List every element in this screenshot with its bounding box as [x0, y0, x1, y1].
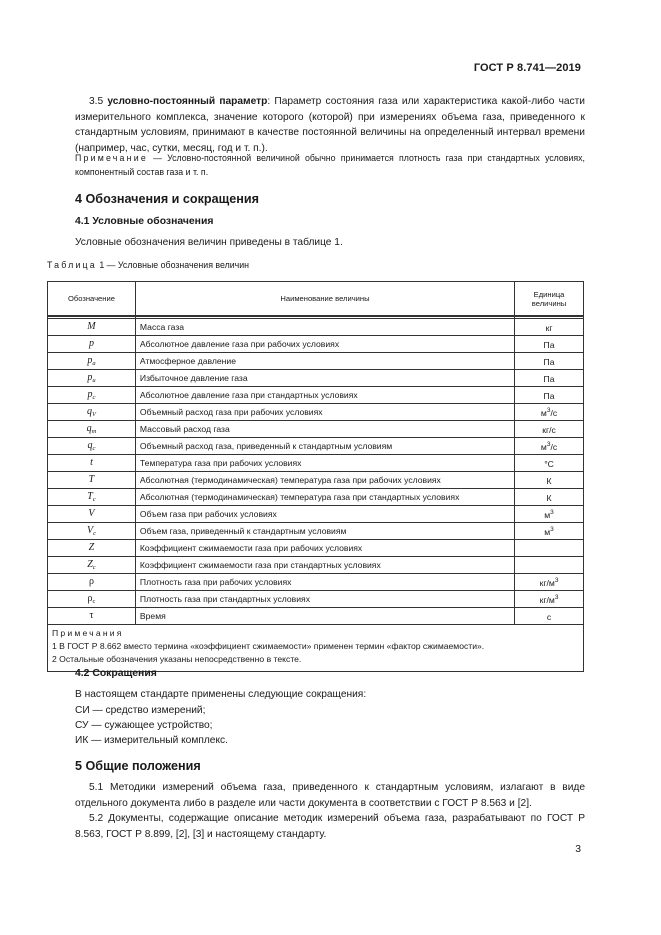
- unit-cell: с: [515, 608, 584, 625]
- unit-cell: $кг/м^3$: [515, 574, 584, 591]
- unit-cell: $м^3$: [515, 523, 584, 540]
- name-cell: Объемный расход газа, приведенный к стандартным условиям: [135, 438, 514, 455]
- symbol-cell: M: [48, 319, 136, 336]
- document-header: ГОСТ Р 8.741—2019: [473, 62, 581, 74]
- symbol-cell: T: [48, 472, 136, 489]
- name-cell: Абсолютная (термодинамическая) температура газа при стандартных условиях: [135, 489, 514, 506]
- unit-cell: $м^3/с$: [515, 404, 584, 421]
- symbol-cell: ρ: [48, 574, 136, 591]
- note-text: — Условно-постоянной величиной обычно принимается плотность газа при стандартных условиях, компонентный состав газа и т. п.: [75, 153, 585, 177]
- table-row: [48, 353, 584, 370]
- unit-cell: °С: [515, 455, 584, 472]
- name-cell: Коэффициент сжимаемости газа при стандартных условиях: [135, 557, 514, 574]
- section-4-title: 4 Обозначения и сокращения: [75, 192, 259, 206]
- table-caption: [47, 260, 249, 270]
- unit-cell: $кг/м^3$: [515, 591, 584, 608]
- symbol-cell: $q_m$: [48, 421, 136, 438]
- symbol-cell: Z: [48, 540, 136, 557]
- header-unit: Единица величины: [515, 282, 584, 317]
- table-caption-text: 1 — Условные обозначения величин: [96, 260, 249, 270]
- table-row: [48, 438, 584, 455]
- name-cell: Объемный расход газа при рабочих условиях: [135, 404, 514, 421]
- table-row: [48, 574, 584, 591]
- symbols-table: [47, 281, 584, 672]
- name-cell: Абсолютная (термодинамическая) температура газа при рабочих условиях: [135, 472, 514, 489]
- name-cell: Время: [135, 608, 514, 625]
- table-row: [48, 540, 584, 557]
- table-caption-label: Таблица: [47, 260, 97, 270]
- unit-cell: Па: [515, 370, 584, 387]
- symbol-cell: $q_с$: [48, 438, 136, 455]
- header-symbol: Обозначение: [48, 282, 136, 317]
- table-row: [48, 336, 584, 353]
- term-definition: : Параметр состояния газа или характеристика какой-либо части измерительного комплекса, значение которого (которой) при измерениях объема газа, приведенного к стандартным условиям, принимают в качестве постоянной величины на определенный интервал времени (например, час, сутки, месяц, год и т. п.).: [75, 96, 585, 154]
- unit-cell: [515, 540, 584, 557]
- table-row: [48, 591, 584, 608]
- table-row: [48, 370, 584, 387]
- name-cell: Объем газа при рабочих условиях: [135, 506, 514, 523]
- section-3-5: [75, 94, 585, 156]
- abbrev-item: ИК — измерительный комплекс.: [75, 735, 228, 746]
- term: условно-постоянный параметр: [107, 96, 268, 107]
- unit-cell: [515, 557, 584, 574]
- symbol-cell: $\rho_с$: [48, 591, 136, 608]
- unit-cell: кг/с: [515, 421, 584, 438]
- section-5-2: 5.2 Документы, содержащие описание методик измерений объема газа, разрабатывают по ГОСТ Р 8.563, ГОСТ Р 8.899, [2], [3] и настоящему стандарту.: [75, 813, 585, 840]
- abbrev-item: СУ — сужающее устройство;: [75, 720, 213, 731]
- unit-cell: Па: [515, 336, 584, 353]
- section-4-2-intro: В настоящем стандарте применены следующие сокращения:: [75, 689, 367, 700]
- table-row: [48, 608, 584, 625]
- unit-cell: $м^3/с$: [515, 438, 584, 455]
- unit-cell: кг: [515, 319, 584, 336]
- table-row: [48, 506, 584, 523]
- table-notes-row: [48, 625, 584, 672]
- table-row: [48, 472, 584, 489]
- section-4-2-title: 4.2 Сокращения: [75, 668, 157, 679]
- name-cell: Избыточное давление газа: [135, 370, 514, 387]
- symbol-cell: t: [48, 455, 136, 472]
- table-notes-label: Примечания: [52, 628, 124, 638]
- table-row: [48, 523, 584, 540]
- name-cell: Масса газа: [135, 319, 514, 336]
- table-row: [48, 557, 584, 574]
- name-cell: Абсолютное давление газа при стандартных условиях: [135, 387, 514, 404]
- table-note-1: 1 В ГОСТ Р 8.662 вместо термина «коэффициент сжимаемости» применен термин «фактор сжимаемости».: [52, 641, 485, 651]
- abbrev-item: СИ — средство измерений;: [75, 705, 206, 716]
- symbol-cell: $p_а$: [48, 353, 136, 370]
- table-row: [48, 319, 584, 336]
- name-cell: Коэффициент сжимаемости газа при рабочих условиях: [135, 540, 514, 557]
- unit-cell: $м^3$: [515, 506, 584, 523]
- name-cell: Температура газа при рабочих условиях: [135, 455, 514, 472]
- symbol-cell: $p_с$: [48, 387, 136, 404]
- section-5-1: 5.1 Методики измерений объема газа, приведенного к стандартным условиям, излагают в виде отдельного документа либо в разделе или части документа в соответствии с ГОСТ Р 8.563 и [2].: [75, 782, 585, 809]
- table-row: [48, 404, 584, 421]
- unit-cell: К: [515, 489, 584, 506]
- symbol-cell: $q_V$: [48, 404, 136, 421]
- section-4-1-title: 4.1 Условные обозначения: [75, 216, 214, 227]
- name-cell: Плотность газа при рабочих условиях: [135, 574, 514, 591]
- table-row: [48, 489, 584, 506]
- unit-cell: К: [515, 472, 584, 489]
- symbol-cell: $Z_с$: [48, 557, 136, 574]
- symbol-cell: $T_с$: [48, 489, 136, 506]
- page-number: 3: [575, 844, 581, 855]
- symbol-cell: τ: [48, 608, 136, 625]
- symbol-cell: p: [48, 336, 136, 353]
- name-cell: Абсолютное давление газа при рабочих условиях: [135, 336, 514, 353]
- symbol-cell: $V_с$: [48, 523, 136, 540]
- section-4-1-intro: Условные обозначения величин приведены в таблице 1.: [75, 237, 343, 248]
- table-note-2: 2 Остальные обозначения указаны непосредственно в тексте.: [52, 654, 302, 664]
- table-row: [48, 387, 584, 404]
- name-cell: Объем газа, приведенный к стандартным условиям: [135, 523, 514, 540]
- symbol-cell: $p_и$: [48, 370, 136, 387]
- name-cell: Массовый расход газа: [135, 421, 514, 438]
- table-row: [48, 421, 584, 438]
- name-cell: Плотность газа при стандартных условиях: [135, 591, 514, 608]
- section-5-title: 5 Общие положения: [75, 759, 201, 773]
- symbol-cell: V: [48, 506, 136, 523]
- section-3-5-number: 3.5: [89, 96, 104, 107]
- table-header-row: [48, 282, 584, 317]
- header-name: Наименование величины: [135, 282, 514, 317]
- unit-cell: Па: [515, 387, 584, 404]
- table-notes: [48, 625, 584, 672]
- note-label: Примечание: [75, 153, 148, 163]
- table-row: [48, 455, 584, 472]
- name-cell: Атмосферное давление: [135, 353, 514, 370]
- unit-cell: Па: [515, 353, 584, 370]
- note-3-5: [75, 152, 585, 179]
